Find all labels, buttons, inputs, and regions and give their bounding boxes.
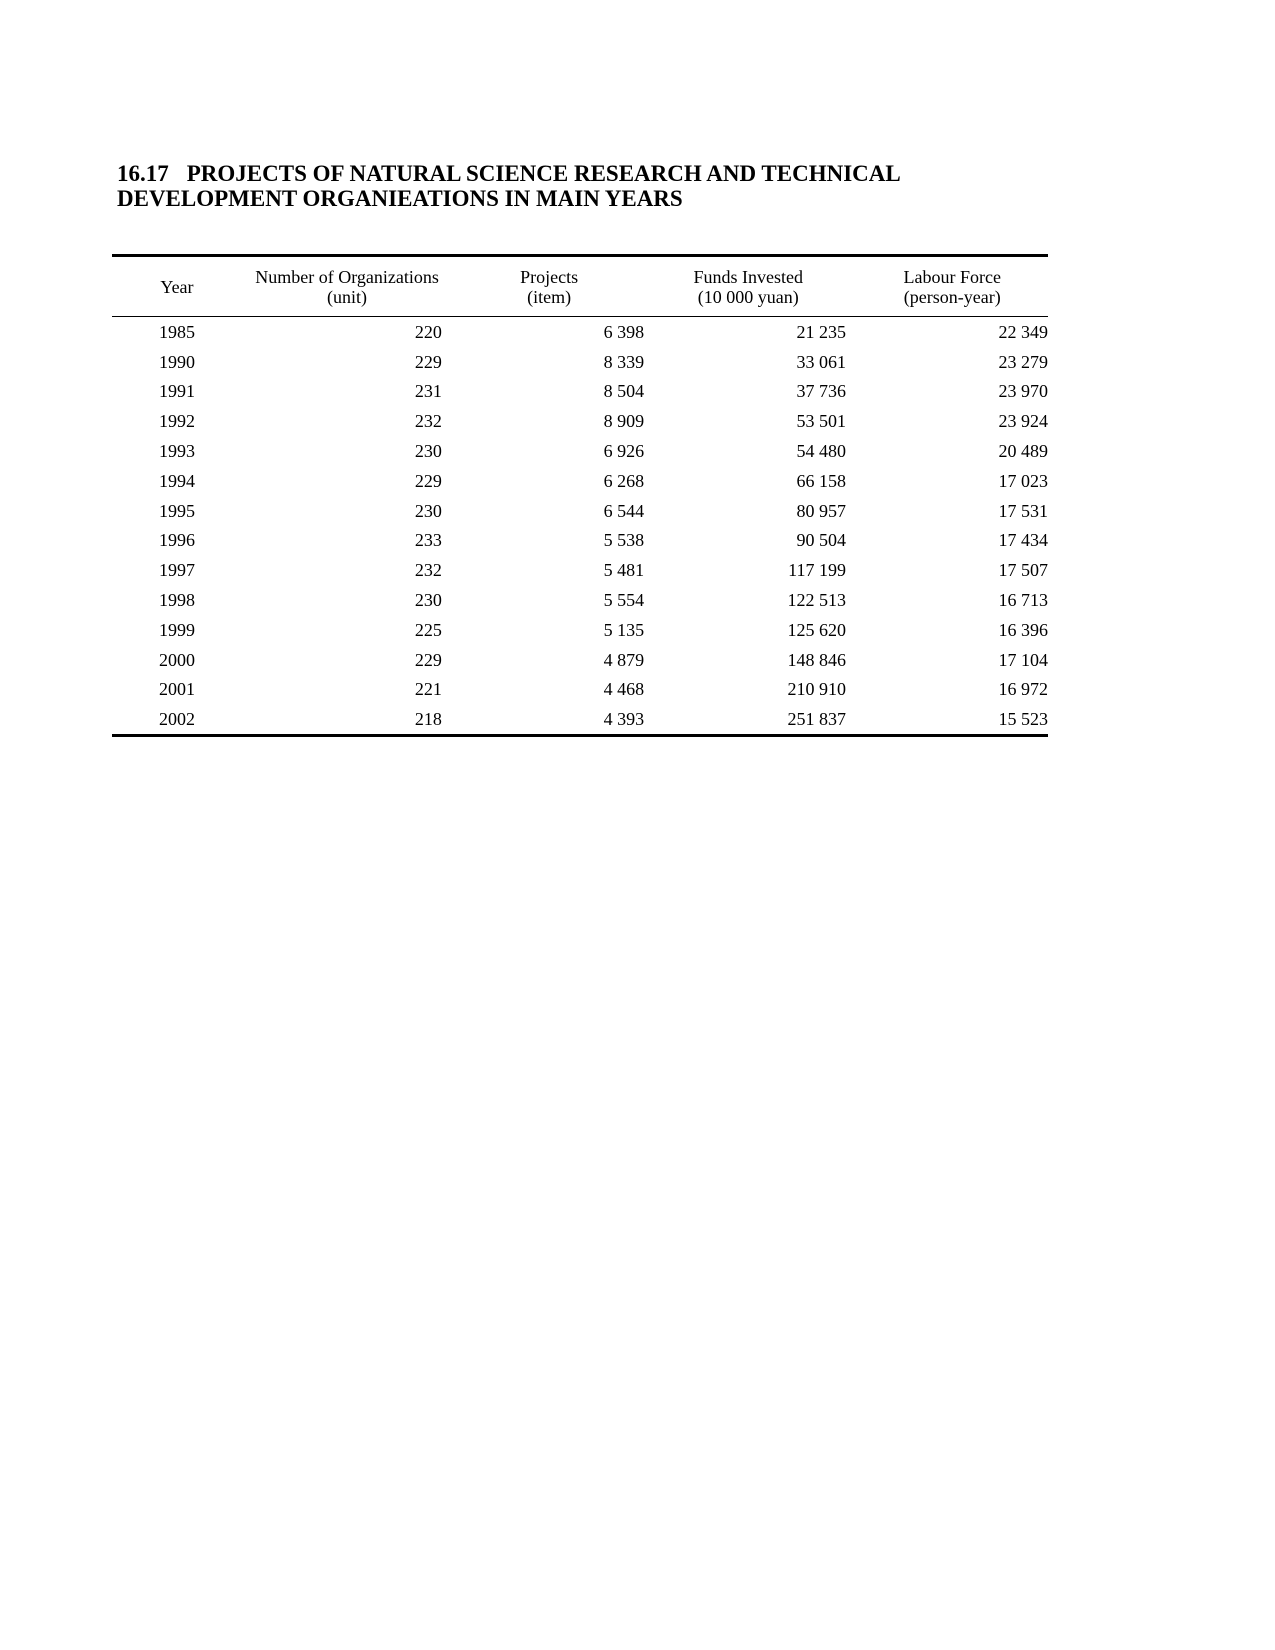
- cell-labour: 17 531: [998, 500, 1048, 521]
- cell-projects: 5 538: [603, 530, 645, 551]
- table-title-line1: [117, 161, 901, 186]
- cell-funds: 251 837: [787, 709, 847, 730]
- header-projects-unit: (item): [527, 287, 572, 307]
- cell-year: 2002: [158, 709, 195, 730]
- cell-organizations: 230: [414, 590, 442, 611]
- table-row: [112, 615, 1048, 645]
- cell-funds: 122 513: [787, 590, 847, 611]
- cell-projects: 4 468: [603, 679, 645, 700]
- header-labour: [846, 256, 1048, 317]
- cell-year: 1985: [158, 321, 195, 342]
- cell-labour: 17 434: [998, 530, 1048, 551]
- cell-labour: 17 104: [998, 649, 1048, 670]
- table-row: [112, 496, 1048, 526]
- cell-projects: 4 879: [603, 649, 645, 670]
- cell-organizations: 232: [414, 560, 442, 581]
- table-row: [112, 704, 1048, 735]
- table-title: [117, 161, 1017, 211]
- table-body: [112, 317, 1048, 736]
- cell-organizations: 230: [414, 441, 442, 462]
- cell-organizations: 218: [414, 709, 442, 730]
- cell-year: 1992: [158, 411, 195, 432]
- cell-labour: 16 713: [998, 590, 1048, 611]
- table-row: [112, 585, 1048, 615]
- header-funds-unit: (10 000 yuan): [697, 287, 799, 307]
- cell-organizations: 229: [414, 351, 442, 372]
- cell-year: 1998: [158, 590, 195, 611]
- cell-organizations: 233: [414, 530, 442, 551]
- table-title-text-line1: PROJECTS OF NATURAL SCIENCE RESEARCH AND TECHNICAL: [186, 161, 901, 186]
- cell-organizations: 221: [414, 679, 442, 700]
- cell-funds: 33 061: [796, 351, 847, 372]
- cell-funds: 210 910: [787, 679, 847, 700]
- cell-year: 2001: [158, 679, 195, 700]
- cell-organizations: 230: [414, 500, 442, 521]
- cell-year: 1994: [158, 470, 195, 491]
- cell-projects: 6 926: [603, 441, 645, 462]
- cell-projects: 4 393: [603, 709, 645, 730]
- table-row: [112, 406, 1048, 436]
- header-projects-cell: [520, 267, 578, 307]
- cell-year: 1991: [158, 381, 195, 402]
- header-projects: [442, 256, 644, 317]
- header-organizations-cell: [255, 267, 439, 307]
- table-row: [112, 377, 1048, 407]
- cell-organizations: 229: [414, 470, 442, 491]
- table-row: [112, 436, 1048, 466]
- cell-funds: 54 480: [796, 441, 847, 462]
- cell-year: 1990: [158, 351, 195, 372]
- cell-organizations: 225: [414, 619, 442, 640]
- cell-projects: 8 504: [603, 381, 645, 402]
- cell-projects: 5 135: [603, 619, 645, 640]
- table-number: 16.17: [117, 161, 169, 186]
- cell-year: 2000: [158, 649, 195, 670]
- cell-funds: 90 504: [796, 530, 847, 551]
- cell-organizations: 220: [414, 321, 442, 342]
- cell-labour: 17 023: [998, 470, 1048, 491]
- header-labour-unit: (person-year): [903, 287, 1001, 307]
- header-funds-label: Funds Invested: [693, 267, 804, 287]
- cell-projects: 5 481: [603, 560, 645, 581]
- cell-projects: 6 268: [603, 470, 645, 491]
- cell-labour: 15 523: [998, 709, 1048, 730]
- cell-projects: 6 398: [603, 321, 645, 342]
- cell-labour: 17 507: [998, 560, 1048, 581]
- header-organizations: [242, 256, 442, 317]
- cell-funds: 148 846: [787, 649, 847, 670]
- cell-year: 1996: [158, 530, 195, 551]
- table-title-text-line2: DEVELOPMENT ORGANIEATIONS IN MAIN YEARS: [117, 186, 683, 211]
- cell-labour: 16 972: [998, 679, 1048, 700]
- cell-organizations: 229: [414, 649, 442, 670]
- cell-projects: 8 909: [603, 411, 645, 432]
- cell-funds: 53 501: [796, 411, 847, 432]
- cell-year: 1999: [158, 619, 195, 640]
- cell-funds: 37 736: [796, 381, 847, 402]
- header-funds: [644, 256, 846, 317]
- header-organizations-label: Number of Organizations: [255, 267, 439, 287]
- header-year: [112, 256, 242, 317]
- cell-labour: 23 924: [998, 411, 1048, 432]
- table-row: [112, 466, 1048, 496]
- table-row: [112, 555, 1048, 585]
- data-table: [112, 254, 1048, 737]
- cell-organizations: 231: [414, 381, 442, 402]
- table-row: [112, 347, 1048, 377]
- table-row: [112, 675, 1048, 705]
- cell-labour: 22 349: [998, 321, 1048, 342]
- cell-projects: 5 554: [603, 590, 645, 611]
- header-organizations-unit: (unit): [327, 287, 368, 307]
- cell-funds: 66 158: [796, 470, 847, 491]
- header-year-label: Year: [160, 277, 194, 297]
- cell-year: 1993: [158, 441, 195, 462]
- cell-year: 1995: [158, 500, 195, 521]
- cell-funds: 21 235: [796, 321, 847, 342]
- cell-year: 1997: [158, 560, 195, 581]
- header-labour-label: Labour Force: [903, 267, 1001, 287]
- table-row: [112, 526, 1048, 556]
- cell-funds: 125 620: [787, 619, 847, 640]
- header-labour-cell: [904, 267, 1001, 307]
- header-row: [112, 256, 1048, 317]
- cell-projects: 6 544: [603, 500, 645, 521]
- cell-labour: 23 279: [998, 351, 1048, 372]
- cell-labour: 20 489: [998, 441, 1048, 462]
- cell-labour: 23 970: [998, 381, 1048, 402]
- cell-funds: 117 199: [788, 560, 847, 581]
- table-header: [112, 256, 1048, 317]
- table-row: [112, 645, 1048, 675]
- cell-projects: 8 339: [603, 351, 645, 372]
- header-funds-cell: [694, 267, 804, 307]
- table-row: [112, 317, 1048, 347]
- cell-labour: 16 396: [998, 619, 1048, 640]
- header-projects-label: Projects: [520, 267, 579, 287]
- cell-organizations: 232: [414, 411, 442, 432]
- cell-funds: 80 957: [796, 500, 847, 521]
